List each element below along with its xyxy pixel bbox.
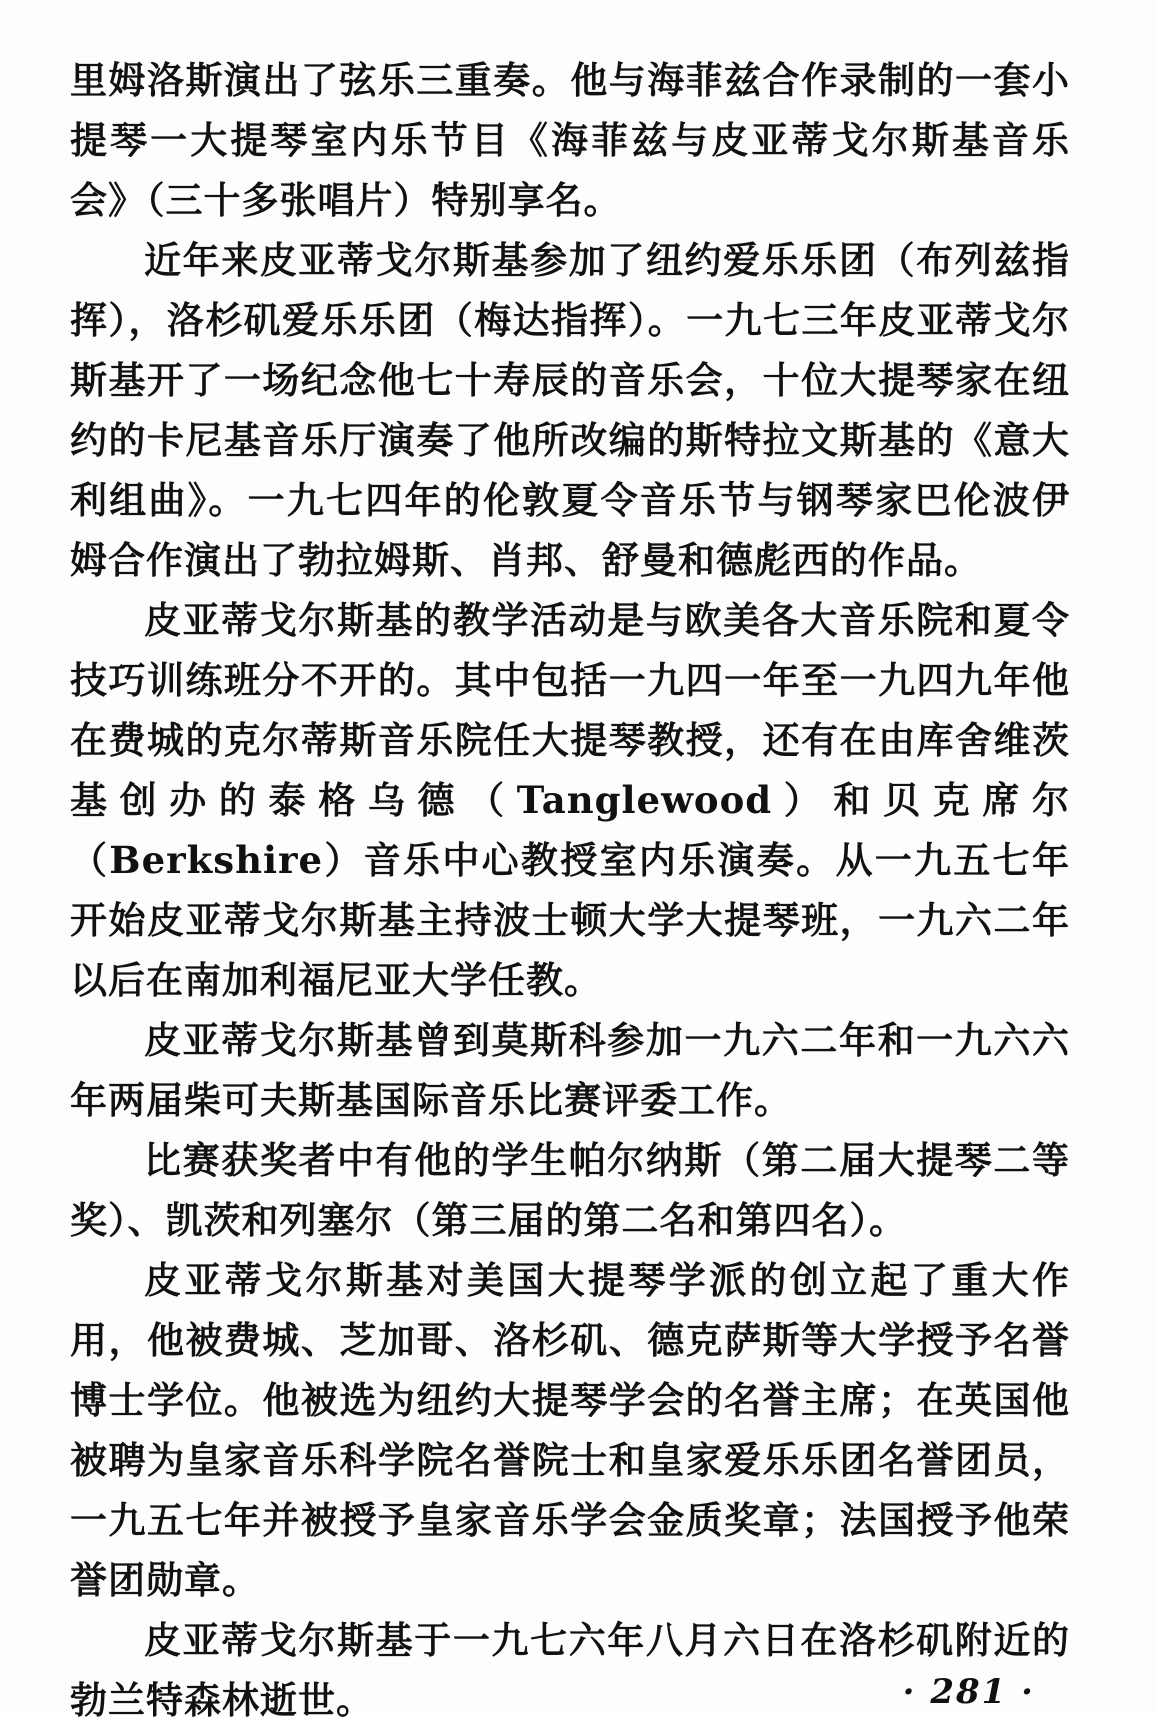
paragraph-death: 皮亚蒂戈尔斯基于一九七六年八月六日在洛杉矶附近的勃兰特森林逝世。 [70,1618,1070,1722]
paragraph-teaching: 皮亚蒂戈尔斯基的教学活动是与欧美各大音乐院和夏令技巧训练班分不开的。其中包括一九四一年至一九四九年他在费城的克尔蒂斯音乐院任大提琴教授，还有在由库舍维茨基创办的泰格乌德（Tanglewood）和贝克席尔（Berkshire）音乐中心教授室内乐演奏。从一九五七年开始皮亚蒂戈尔斯基主持波士顿大学大提琴班，一九六二年以后在南加利福尼亚大学任教。 [70,598,1070,1002]
body-text [70,50,1070,1730]
page-number: · 281 · [902,1672,1035,1712]
paragraph-jury: 皮亚蒂戈尔斯基曾到莫斯科参加一九六二年和一九六六年两届柴可夫斯基国际音乐比赛评委工作。 [70,1018,1070,1122]
paragraph-prize-winners: 比赛获奖者中有他的学生帕尔纳斯（第二届大提琴二等奖）、凯茨和列塞尔（第三届的第二名和第四名）。 [70,1138,1070,1242]
paragraph-concert-activities: 近年来皮亚蒂戈尔斯基参加了纽约爱乐乐团（布列兹指挥），洛杉矶爱乐乐团（梅达指挥）。一九七三年皮亚蒂戈尔斯基开了一场纪念他七十寿辰的音乐会，十位大提琴家在纽约的卡尼基音乐厅演奏了他所改编的斯特拉文斯基的《意大利组曲》。一九七四年的伦敦夏令音乐节与钢琴家巴伦波伊姆合作演出了勃拉姆斯、肖邦、舒曼和德彪西的作品。 [70,238,1070,582]
paragraph-continued: 里姆洛斯演出了弦乐三重奏。他与海菲兹合作录制的一套小提琴一大提琴室内乐节目《海菲兹与皮亚蒂戈尔斯基音乐会》（三十多张唱片）特别享名。 [70,58,1070,222]
paragraph-honors: 皮亚蒂戈尔斯基对美国大提琴学派的创立起了重大作用，他被费城、芝加哥、洛杉矶、德克萨斯等大学授予名誉博士学位。他被选为纽约大提琴学会的名誉主席；在英国他被聘为皇家音乐科学院名誉院士和皇家爱乐乐团名誉团员，一九五七年并被授予皇家音乐学会金质奖章；法国授予他荣誉团勋章。 [70,1258,1070,1602]
